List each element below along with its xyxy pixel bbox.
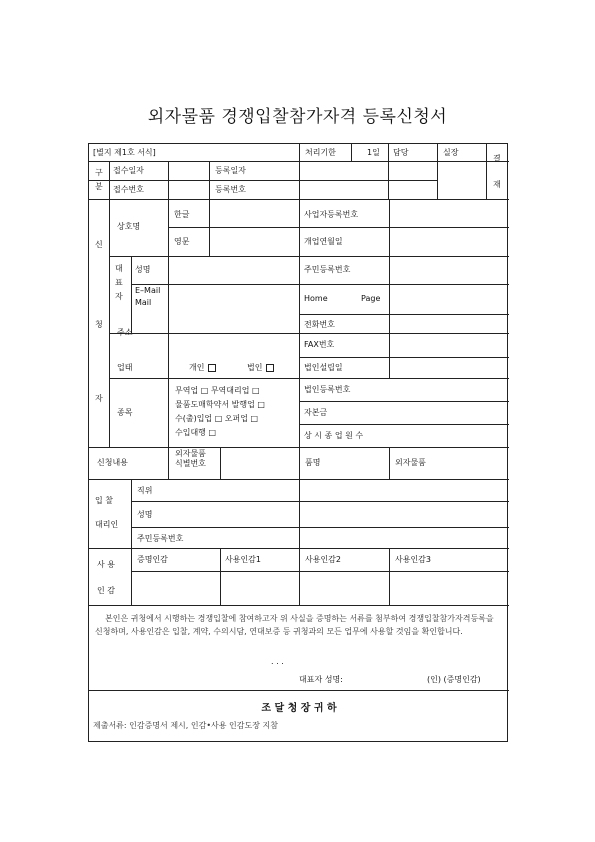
phone-label: 전화번호 — [304, 320, 335, 329]
deadline-value: 1일 — [367, 148, 380, 157]
open-date-label: 개업연월일 — [304, 237, 343, 246]
applicant-side-2: 청 — [95, 320, 103, 329]
agent-side-bottom: 대리인 — [95, 520, 119, 529]
registration-date-label: 등록일자 — [215, 166, 246, 175]
category-line-3[interactable]: 수(출)입업 □ 오퍼업 □ — [175, 414, 259, 423]
approval-side-bottom: 재 — [493, 180, 501, 189]
company-name-label: 상호명 — [117, 222, 141, 231]
item-name-label: 품명 — [305, 458, 321, 467]
corp-reg-no-label: 법인등록번호 — [304, 385, 351, 394]
seal-side-top: 사 용 — [97, 560, 115, 569]
form-title: 외자물품 경쟁입찰참가자격 등록신청서 — [147, 107, 448, 127]
fax-label: FAX번호 — [304, 340, 335, 349]
korean-name-label: 한글 — [174, 210, 190, 219]
receipt-number-label: 접수번호 — [113, 185, 144, 194]
gubun-label-top: 구 — [95, 168, 103, 177]
agent-position-label: 직위 — [137, 486, 153, 495]
attachments-note: 제출서류: 인감증명서 제시, 인감•사용 인감도장 지참 — [93, 721, 278, 730]
applicant-side-1: 신 — [95, 240, 103, 249]
use-seal-1-label: 사용인감1 — [225, 555, 262, 564]
rep-side-3: 자 — [115, 292, 123, 301]
category-line-2[interactable]: 물품도매학약서 발행업 □ — [175, 400, 265, 409]
capital-label: 자본금 — [304, 408, 328, 417]
employees-label: 상 시 종 업 원 수 — [304, 431, 364, 440]
receipt-date-label: 접수일자 — [113, 166, 144, 175]
english-name-label: 영문 — [174, 237, 190, 246]
deadline-label: 처리기한 — [305, 148, 336, 157]
rep-email-label-2: Mail — [135, 298, 152, 307]
use-seal-3-label: 사용인감3 — [395, 555, 432, 564]
application-label: 신청내용 — [97, 458, 128, 467]
resident-no-label: 주민등록번호 — [304, 265, 351, 274]
agent-name-label: 성명 — [137, 510, 153, 519]
rep-name-label: 성명 — [135, 265, 151, 274]
rep-side-1: 대 — [115, 264, 123, 273]
page-label: Page — [361, 294, 381, 303]
certified-seal-mark: (인) (증명인감) — [427, 675, 481, 684]
item-name-value: 외자물품 — [395, 458, 426, 467]
seal-side-bottom: 인 감 — [97, 586, 115, 595]
corporation-label: 법인 — [247, 363, 263, 372]
addressee: 조 달 청 장 귀 하 — [261, 703, 337, 714]
home-label: Home — [304, 294, 328, 303]
category-line-1[interactable]: 무역업 □ 무역대리업 □ — [175, 386, 260, 395]
statement-date-dots: . . . — [271, 657, 284, 666]
representative-sign-label: 대표자 성명: — [299, 675, 343, 684]
registration-number-label: 등록번호 — [215, 185, 246, 194]
approval-staff-label: 담당 — [393, 148, 409, 157]
certified-seal-label: 증명인감 — [137, 555, 168, 564]
approval-manager-label: 실장 — [443, 148, 459, 157]
corporation-checkbox[interactable] — [266, 364, 274, 372]
category-line-4[interactable]: 수입대행 □ — [175, 428, 217, 437]
applicant-side-3: 자 — [95, 394, 103, 403]
form-number: [별지 제1호 서식] — [93, 148, 156, 157]
address-label: 주소 — [117, 328, 133, 337]
agent-side-top: 입 찰 — [95, 496, 113, 505]
statement-text: 본인은 귀청에서 시행하는 경쟁입찰에 참여하고자 위 사실을 증명하는 서류를 첨부하여 경쟁입찰참가자격등록을 신청하며, 사용인감은 입찰, 계약, 수의시담, 연대보증 등 귀청과의 모든 업무에 사용할 것임을 확인합니다. — [95, 614, 494, 636]
corporation-option[interactable] — [247, 363, 275, 373]
individual-option[interactable] — [189, 363, 217, 373]
rep-email-label: E–Mail — [135, 286, 161, 295]
biz-reg-no-label: 사업자등록번호 — [304, 210, 359, 219]
individual-label: 개인 — [189, 363, 205, 372]
business-type-label: 업태 — [117, 363, 133, 372]
rep-side-2: 표 — [115, 278, 123, 287]
individual-checkbox[interactable] — [208, 364, 216, 372]
agent-resident-no-label: 주민등록번호 — [137, 534, 184, 543]
gubun-label-bottom: 분 — [95, 182, 103, 191]
category-label: 종목 — [117, 408, 133, 417]
approval-side-top: 결 — [493, 154, 501, 163]
incorporation-date-label: 법인설립일 — [304, 363, 343, 372]
item-id-label: 외자물품 식별번호 — [175, 449, 206, 468]
registration-form — [88, 143, 508, 742]
use-seal-2-label: 사용인감2 — [305, 555, 342, 564]
